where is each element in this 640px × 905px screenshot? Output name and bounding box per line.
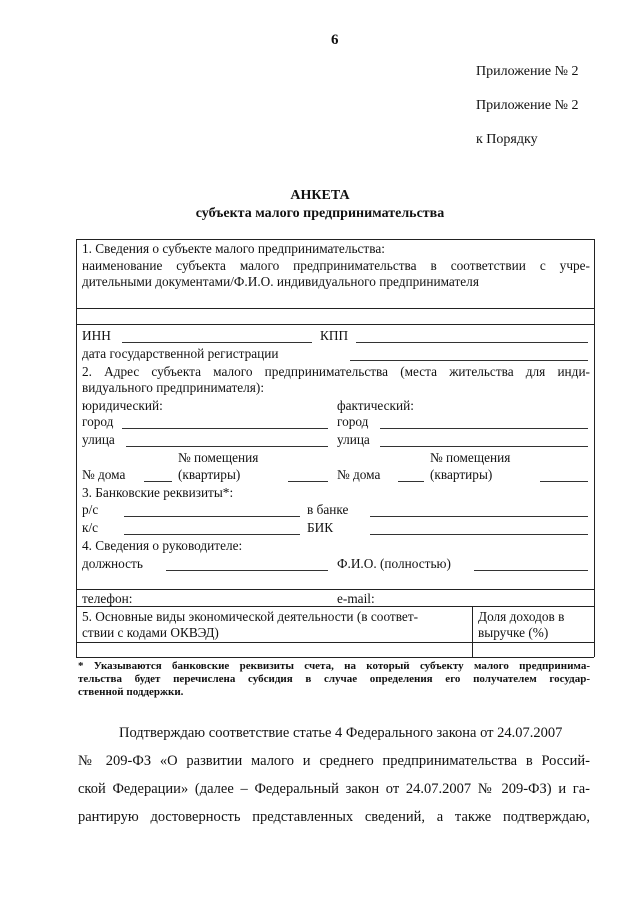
legal-address-label: юридический: <box>82 398 163 413</box>
registration-date-label: дата государственной регистрации <box>82 346 279 361</box>
footnote-end: ственной поддержки. <box>78 686 184 698</box>
table-row-divider <box>76 308 594 309</box>
section-1-text: наименование субъекта малого предпринимательства в соответствии с учре- <box>82 258 590 273</box>
table-row-divider <box>76 589 594 590</box>
section-4-title: 4. Сведения о руководителе: <box>82 538 243 553</box>
footnote: * Указываются банковские реквизиты счета, на который субъекту малого предпринима- <box>78 660 590 672</box>
income-share-header-cont: выручке (%) <box>478 625 549 640</box>
legal-street-field[interactable] <box>126 446 328 447</box>
legal-city-field[interactable] <box>122 428 328 429</box>
table-column-divider <box>472 606 473 657</box>
actual-flat-field[interactable] <box>540 481 588 482</box>
legal-flat-field[interactable] <box>288 481 328 482</box>
bank-label: в банке <box>307 502 349 517</box>
inn-field[interactable] <box>122 342 312 343</box>
section-1-title: 1. Сведения о субъекте малого предпринимательства: <box>82 241 385 256</box>
actual-street-label: улица <box>337 432 370 447</box>
appendix-label-repeat: Приложение № 2 <box>476 98 579 113</box>
legal-house-field[interactable] <box>144 481 172 482</box>
section-2-title-cont: видуального предпринимателя): <box>82 380 265 395</box>
registration-date-field[interactable] <box>350 360 588 361</box>
corr-account-field[interactable] <box>124 534 300 535</box>
inn-label: ИНН <box>82 328 111 343</box>
table-border-left <box>76 239 77 657</box>
bik-field[interactable] <box>370 534 588 535</box>
form-title: АНКЕТА <box>290 188 350 203</box>
legal-house-label: № дома <box>82 467 126 482</box>
section-1-text-cont: дительными документами/Ф.И.О. индивидуального предпринимателя <box>82 274 479 289</box>
corr-account-label: к/с <box>82 520 99 535</box>
body-paragraph-line: рантирую достоверность представленных сведений, а также подтверждаю, <box>78 809 590 825</box>
body-paragraph-line: № 209-ФЗ «О развитии малого и среднего предпринимательства в Россий- <box>78 753 590 769</box>
appendix-label: Приложение № 2 <box>476 64 579 79</box>
form-subtitle: субъекта малого предпринимательства <box>195 206 445 221</box>
phone-label: телефон: <box>82 591 133 606</box>
body-paragraph: Подтверждаю соответствие статье 4 Федерального закона от 24.07.2007 <box>119 725 563 741</box>
actual-house-field[interactable] <box>398 481 424 482</box>
full-name-field[interactable] <box>474 570 588 571</box>
actual-street-field[interactable] <box>380 446 588 447</box>
bank-field[interactable] <box>370 516 588 517</box>
position-label: должность <box>82 556 143 571</box>
account-field[interactable] <box>124 516 300 517</box>
legal-city-label: город <box>82 414 114 429</box>
email-label: e-mail: <box>337 591 375 606</box>
kpp-label: КПП <box>320 328 349 343</box>
actual-room-label: № помещения <box>430 450 511 465</box>
legal-room-label: № помещения <box>178 450 259 465</box>
section-5-title-cont: ствии с кодами ОКВЭД) <box>82 625 219 640</box>
actual-flat-label: (квартиры) <box>430 467 493 482</box>
section-2-title: 2. Адрес субъекта малого предпринимательства (места жительства для инди- <box>82 364 590 379</box>
position-field[interactable] <box>166 570 328 571</box>
full-name-label: Ф.И.О. (полностью) <box>337 556 451 571</box>
actual-address-label: фактический: <box>337 398 414 413</box>
page-number: 6 <box>331 32 339 48</box>
section-5-title: 5. Основные виды экономической деятельности (в соответ- <box>82 609 419 624</box>
table-row-divider <box>76 606 594 607</box>
account-label: р/с <box>82 502 99 517</box>
table-border-bottom <box>76 657 594 658</box>
legal-flat-label: (квартиры) <box>178 467 241 482</box>
kpp-field[interactable] <box>356 342 588 343</box>
body-paragraph-line: ской Федерации» (далее – Федеральный закон от 24.07.2007 № 209-ФЗ) и га- <box>78 781 590 797</box>
table-row-divider <box>76 642 594 643</box>
income-share-header: Доля доходов в <box>478 609 565 624</box>
actual-city-field[interactable] <box>380 428 588 429</box>
table-row-divider <box>76 324 594 325</box>
footnote-cont: тельства будет перечислена субсидия в случае определения его получателем государ- <box>78 673 590 685</box>
table-border-right <box>594 239 595 657</box>
actual-city-label: город <box>337 414 369 429</box>
actual-house-label: № дома <box>337 467 381 482</box>
procedure-reference: к Порядку <box>476 132 538 147</box>
bik-label: БИК <box>307 520 334 535</box>
table-border-top <box>76 239 594 240</box>
legal-street-label: улица <box>82 432 115 447</box>
section-3-title: 3. Банковские реквизиты*: <box>82 485 234 500</box>
